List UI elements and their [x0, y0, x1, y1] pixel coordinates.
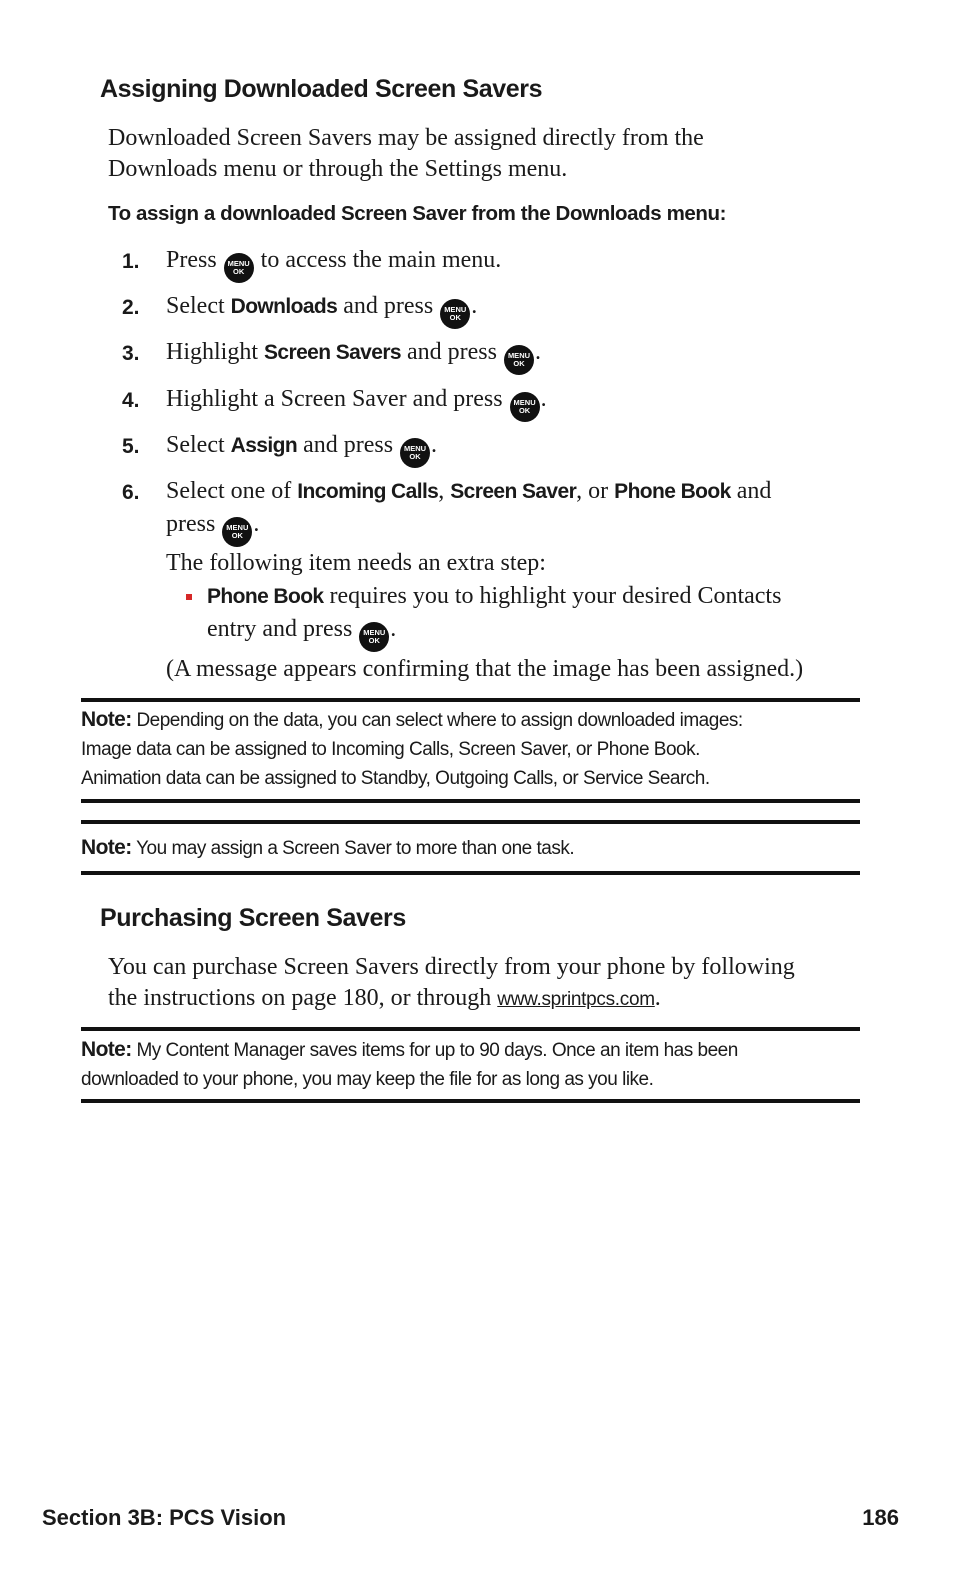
- step-text: [166, 383, 856, 422]
- separator: ,: [438, 478, 445, 504]
- step-text-end: .: [534, 339, 541, 365]
- step-text-post: to access the main menu.: [260, 247, 502, 273]
- sub-bullet-text: [207, 580, 857, 652]
- step-text-end: .: [471, 293, 478, 319]
- intro-line-2: Downloads menu or through the Settings menu.: [108, 156, 568, 182]
- note-multiple-tasks: [81, 833, 860, 863]
- section-heading-assigning: Assigning Downloaded Screen Savers: [100, 75, 543, 103]
- note-label: Note:: [81, 1038, 132, 1061]
- note-rule-top: [81, 1027, 860, 1031]
- sub-bullet-end: .: [390, 616, 397, 642]
- section-heading-purchasing: Purchasing Screen Savers: [100, 904, 406, 932]
- note-data-assignment: [81, 705, 860, 793]
- note-rule-bottom: [81, 799, 860, 803]
- page-number: 186: [862, 1505, 899, 1530]
- menu-ok-icon: MENU OK: [359, 622, 389, 652]
- purchasing-paragraph: [108, 952, 868, 1015]
- step-number: 2.: [122, 296, 140, 319]
- menu-ok-icon: MENU OK: [222, 517, 252, 547]
- menu-ok-icon: MENU OK: [224, 253, 254, 283]
- option-screen-saver: Screen Saver: [450, 480, 577, 503]
- step-number: 4.: [122, 389, 140, 412]
- step-text-end: .: [540, 386, 547, 412]
- purchasing-line-2: the instructions on page 180, or through: [108, 985, 492, 1011]
- step-text-end: .: [253, 511, 260, 537]
- note-rule-top: [81, 820, 860, 824]
- step-text-pre: Select: [166, 432, 225, 458]
- menu-ok-icon: MENU OK: [510, 392, 540, 422]
- sub-bullet-line-1: requires you to highlight your desired Contacts: [329, 583, 782, 609]
- step-text: [166, 475, 856, 580]
- step-text-end: .: [431, 432, 438, 458]
- menu-option-assign: Assign: [230, 434, 298, 457]
- note-content-manager: [81, 1035, 860, 1094]
- step-text-mid: and press: [303, 432, 394, 458]
- step-number: 6.: [122, 481, 140, 504]
- step-text-mid: and press: [343, 293, 434, 319]
- step-text-and: and: [736, 478, 772, 504]
- step-text-pre: Select: [166, 293, 225, 319]
- purchasing-line-1: You can purchase Screen Savers directly from your phone by following: [108, 954, 795, 980]
- menu-ok-icon: MENU OK: [440, 299, 470, 329]
- note-line-1: My Content Manager saves items for up to 90 days. Once an item has been: [136, 1040, 738, 1061]
- footer-section-title: Section 3B: PCS Vision: [42, 1505, 287, 1530]
- step-text-pre: Highlight a Screen Saver and press: [166, 386, 503, 412]
- steps-lead-in: To assign a downloaded Screen Saver from the Downloads menu:: [108, 202, 727, 225]
- step-number: 1.: [122, 250, 140, 273]
- step-text-pre: Press: [166, 247, 217, 273]
- note-rule-top: [81, 698, 860, 702]
- intro-line-1: Downloaded Screen Savers may be assigned directly from the: [108, 125, 704, 151]
- step-text: [166, 244, 856, 283]
- note-text: You may assign a Screen Saver to more than one task.: [136, 838, 575, 859]
- note-label: Note:: [81, 836, 132, 859]
- intro-paragraph: [108, 123, 868, 185]
- note-label: Note:: [81, 708, 132, 731]
- step-text-pre: Highlight: [166, 339, 259, 365]
- note-rule-bottom: [81, 1099, 860, 1103]
- bullet-square-icon: [186, 594, 192, 600]
- step-number: 5.: [122, 435, 140, 458]
- note-rule-bottom: [81, 871, 860, 875]
- sprintpcs-link[interactable]: www.sprintpcs.com: [497, 989, 655, 1010]
- menu-ok-icon: MENU OK: [504, 345, 534, 375]
- step-text-press: press: [166, 511, 216, 537]
- step-text: [166, 429, 856, 468]
- note-line-3: Animation data can be assigned to Standby, Outgoing Calls, or Service Search.: [81, 768, 710, 789]
- sub-bullet-line-2: entry and press: [207, 616, 353, 642]
- confirmation-message: (A message appears confirming that the image has been assigned.): [166, 656, 804, 682]
- step-text: [166, 290, 856, 329]
- step-text-mid: and press: [407, 339, 497, 365]
- note-line-1: Depending on the data, you can select where to assign downloaded images:: [136, 710, 743, 731]
- step-extra-text: The following item needs an extra step:: [166, 550, 546, 576]
- step-number: 3.: [122, 342, 140, 365]
- menu-option-screen-savers: Screen Savers: [264, 341, 401, 364]
- note-line-2: downloaded to your phone, you may keep the file for as long as you like.: [81, 1069, 654, 1090]
- option-phone-book: Phone Book: [614, 480, 731, 503]
- note-line-2: Image data can be assigned to Incoming Calls, Screen Saver, or Phone Book.: [81, 739, 700, 760]
- menu-option-downloads: Downloads: [230, 295, 338, 318]
- option-phone-book: Phone Book: [207, 585, 324, 608]
- step-text-pre: Select one of: [166, 478, 292, 504]
- purchasing-line-end: .: [654, 985, 661, 1011]
- step-text: [166, 336, 856, 375]
- option-incoming-calls: Incoming Calls: [297, 480, 439, 503]
- menu-ok-icon: MENU OK: [400, 438, 430, 468]
- separator: , or: [576, 478, 609, 504]
